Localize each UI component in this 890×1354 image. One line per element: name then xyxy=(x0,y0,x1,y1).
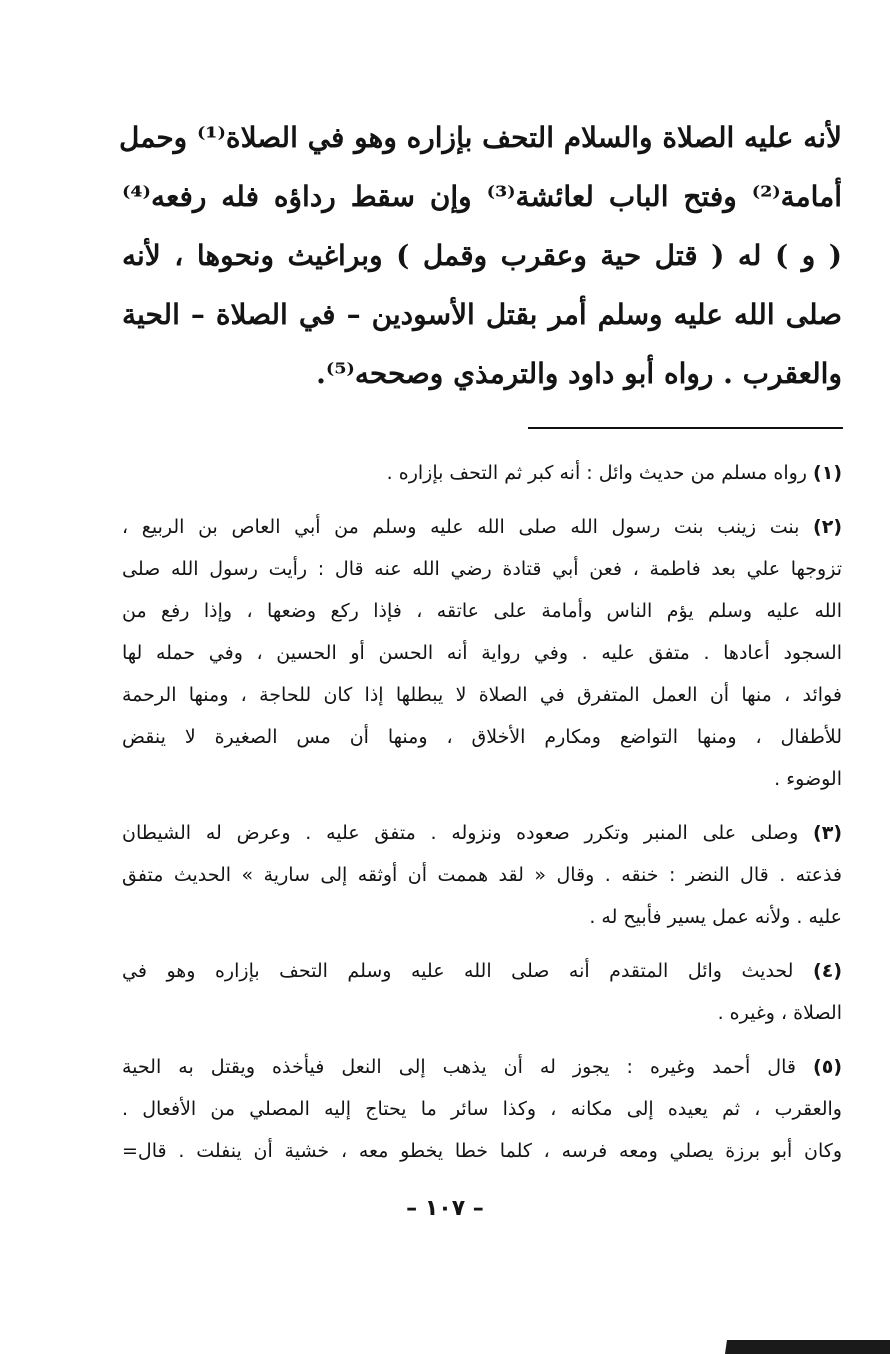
footnote-line xyxy=(122,506,842,548)
footnote-text: رواه مسلم من حديث وائل : أنه كبر ثم التحف بإزاره . xyxy=(386,462,807,484)
footnote-line: الله عليه وسلم يؤم الناس وأمامة على عاتقه ، فإذا ركع وضعها ، وإذا رفع من xyxy=(122,600,842,622)
footnote-number: (٥) xyxy=(813,1056,842,1078)
footnote-line: الوضوء . xyxy=(774,768,842,790)
footnote-3 xyxy=(122,812,842,938)
footnote-1 xyxy=(122,452,842,494)
footnote-4 xyxy=(122,950,842,1034)
main-text-line: لأنه عليه الصلاة والسلام التحف بإزاره وهو في الصلاة⁽¹⁾ وحمل xyxy=(118,121,842,154)
footnote-line: فوائد ، منها أن العمل المتفرق في الصلاة لا يبطلها إذا كان للحاجة ، ومنها الرحمة xyxy=(122,684,842,706)
footnote-2 xyxy=(122,506,842,800)
footnote-line: الصلاة ، وغيره . xyxy=(717,1002,842,1024)
footnote-number: (٤) xyxy=(813,960,842,982)
footnote-line xyxy=(122,812,842,854)
footnote-text: بنت زينب بنت رسول الله صلى الله عليه وسلم من أبي العاص بن الربيع ، xyxy=(122,516,800,538)
footnote-number: (٣) xyxy=(813,822,842,844)
page-number: – ١٠٧ – xyxy=(406,1196,484,1221)
main-text-line: والعقرب . رواه أبو داود والترمذي وصححه⁽⁵⁾. xyxy=(316,357,842,390)
footnote-line xyxy=(122,452,842,494)
footnote-number: (٢) xyxy=(813,516,842,538)
footnotes xyxy=(122,452,842,1184)
footnote-line: والعقرب ، ثم يعيده إلى مكانه ، وكذا سائر ما يحتاج إليه المصلي من الأفعال . xyxy=(122,1098,842,1120)
footnote-text: لحديث وائل المتقدم أنه صلى الله عليه وسلم التحف بإزاره وهو في xyxy=(122,960,794,982)
footnote-line: تزوجها علي بعد فاطمة ، فعن أبي قتادة رضي الله عنه قال : رأيت رسول الله صلى xyxy=(122,558,842,580)
footnote-5 xyxy=(122,1046,842,1172)
footnote-line xyxy=(122,1046,842,1088)
main-text xyxy=(118,108,842,403)
main-text-line: أمامة⁽²⁾ وفتح الباب لعائشة⁽³⁾ وإن سقط رداؤه فله رفعه⁽⁴⁾ xyxy=(122,180,842,213)
footnote-number: (١) xyxy=(813,462,842,484)
footnote-line: للأطفال ، ومنها التواضع ومكارم الأخلاق ، ومنها أن مس الصغيرة لا ينقض xyxy=(122,726,842,748)
footnote-line: عليه . ولأنه عمل يسير فأبيح له . xyxy=(589,906,842,928)
scan-edge-mark xyxy=(725,1340,890,1354)
footnote-text: وصلى على المنبر وتكرر صعوده ونزوله . متفق عليه . وعرض له الشيطان xyxy=(122,822,799,844)
footnote-line: وكان أبو برزة يصلي ومعه فرسه ، كلما خطا يخطو معه ، خشية أن ينفلت . قال= xyxy=(122,1140,842,1162)
footnote-line: فذعته . قال النضر : خنقه . وقال « لقد هممت أن أوثقه إلى سارية » الحديث متفق xyxy=(122,864,842,886)
footnote-text: قال أحمد وغيره : يجوز له أن يذهب إلى النعل فيأخذه ويقتل به الحية xyxy=(122,1056,796,1078)
footnote-separator xyxy=(528,427,843,429)
main-text-line: صلى الله عليه وسلم أمر بقتل الأسودين – في الصلاة – الحية xyxy=(122,298,842,331)
main-text-line: ( و ) له ( قتل حية وعقرب وقمل ) وبراغيث ونحوها ، لأنه xyxy=(122,239,842,272)
footnote-line: السجود أعادها . متفق عليه . وفي رواية أنه الحسن أو الحسين ، وفي حمله لها xyxy=(122,642,842,664)
footnote-line xyxy=(122,950,842,992)
